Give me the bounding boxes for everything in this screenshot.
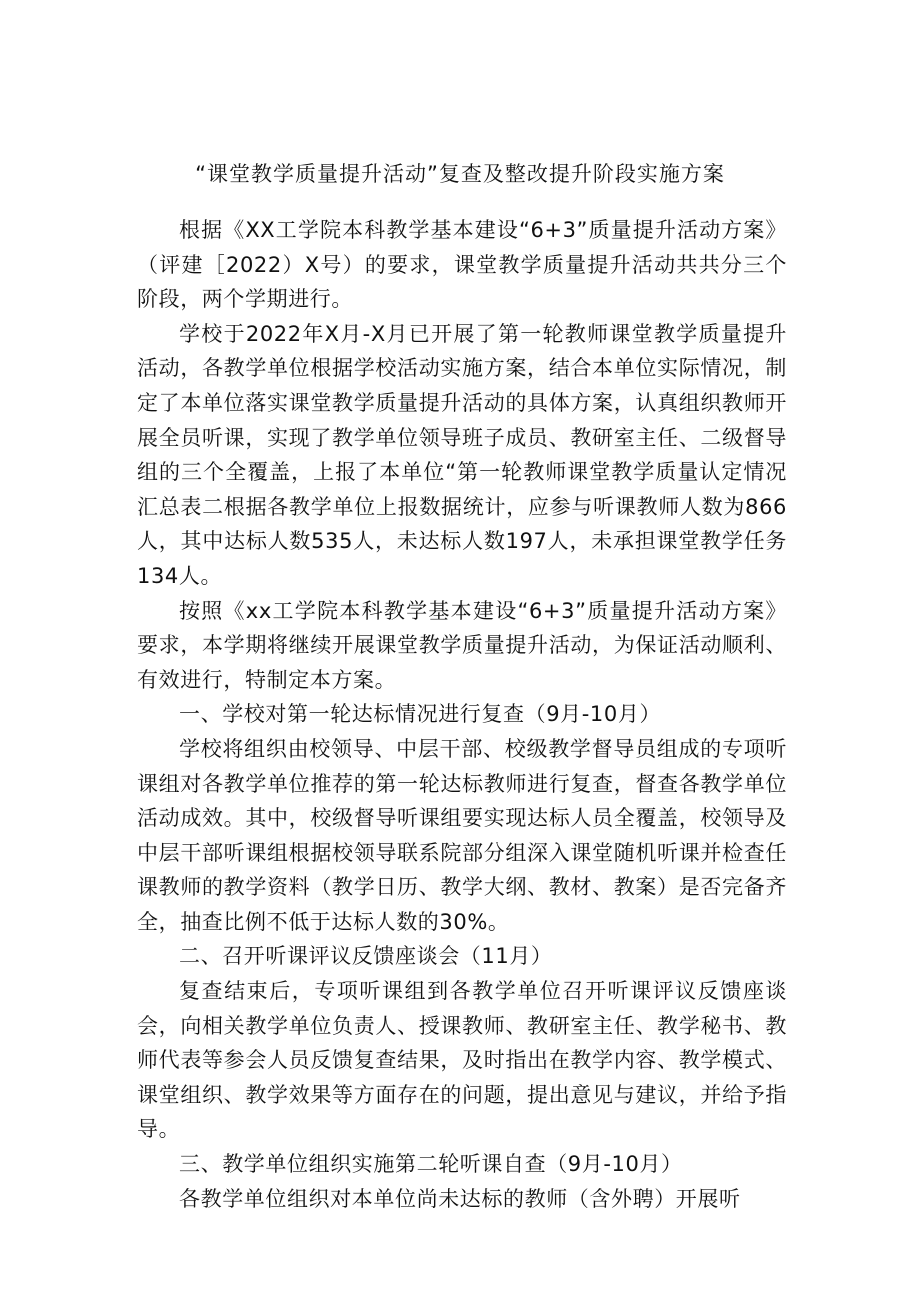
- section-heading-1: 一、学校对第一轮达标情况进行复查（9月-10月）: [179, 702, 662, 727]
- paragraph-section-1: 学校将组织由校领导、中层干部、校级教学督导员组成的专项听课组对各教学单位推荐的第一轮达标教师进行复查，督查各教学单位活动成效。其中，校级督导听课组要实现达标人员全覆盖，校领导及中层干部听课组根据校领导联系院部分组深入课堂随机听课并检查任课教师的教学资料（教学日历、教学大纲、教材、教案）是否完备齐全，抽查比例不低于达标人数的30%。: [137, 736, 787, 934]
- section-heading-3: 三、教学单位组织实施第二轮听课自查（9月-10月）: [179, 1152, 683, 1177]
- document-title: “课堂教学质量提升活动”复查及整改提升阶段实施方案: [195, 162, 725, 186]
- paragraph-section-3: 各教学单位组织对本单位尚未达标的教师（含外聘）开展听: [179, 1186, 741, 1211]
- paragraph-section-2: 复查结束后，专项听课组到各教学单位召开听课评议反馈座谈会，向相关教学单位负责人、授课教师、教研室主任、教学秘书、教师代表等参会人员反馈复查结果，及时指出在教学内容、教学模式、课堂组织、教学效果等方面存在的问题，提出意见与建议，并给予指导。: [137, 979, 787, 1142]
- paragraph-requirement: 根据《XX工学院本科教学基本建设“6+3”质量提升活动方案》（评建［2022）X号）的要求，课堂教学质量提升活动共共分三个阶段，两个学期进行。: [137, 218, 787, 312]
- paragraph-first-round-summary: 学校于2022年X月-X月已开展了第一轮教师课堂教学质量提升活动，各教学单位根据学校活动实施方案，结合本单位实际情况，制定了本单位落实课堂教学质量提升活动的具体方案，认真组织教师开展全员听课，实现了教学单位领导班子成员、教研室主任、二级督导组的三个全覆盖，上报了本单位“第一轮教师课堂教学质量认定情况汇总表二根据各教学单位上报数据统计，应参与听课教师人数为866人，其中达标人数535人，未达标人数197人，未承担课堂教学任务134人。: [137, 321, 787, 588]
- paragraph-purpose: 按照《xx工学院本科教学基本建设“6+3”质量提升活动方案》要求，本学期将继续开展课堂教学质量提升活动，为保证活动顺利、有效进行，特制定本方案。: [137, 598, 787, 692]
- document-body: [137, 213, 787, 1216]
- section-heading-2: 二、召开听课评议反馈座谈会（11月）: [179, 944, 553, 969]
